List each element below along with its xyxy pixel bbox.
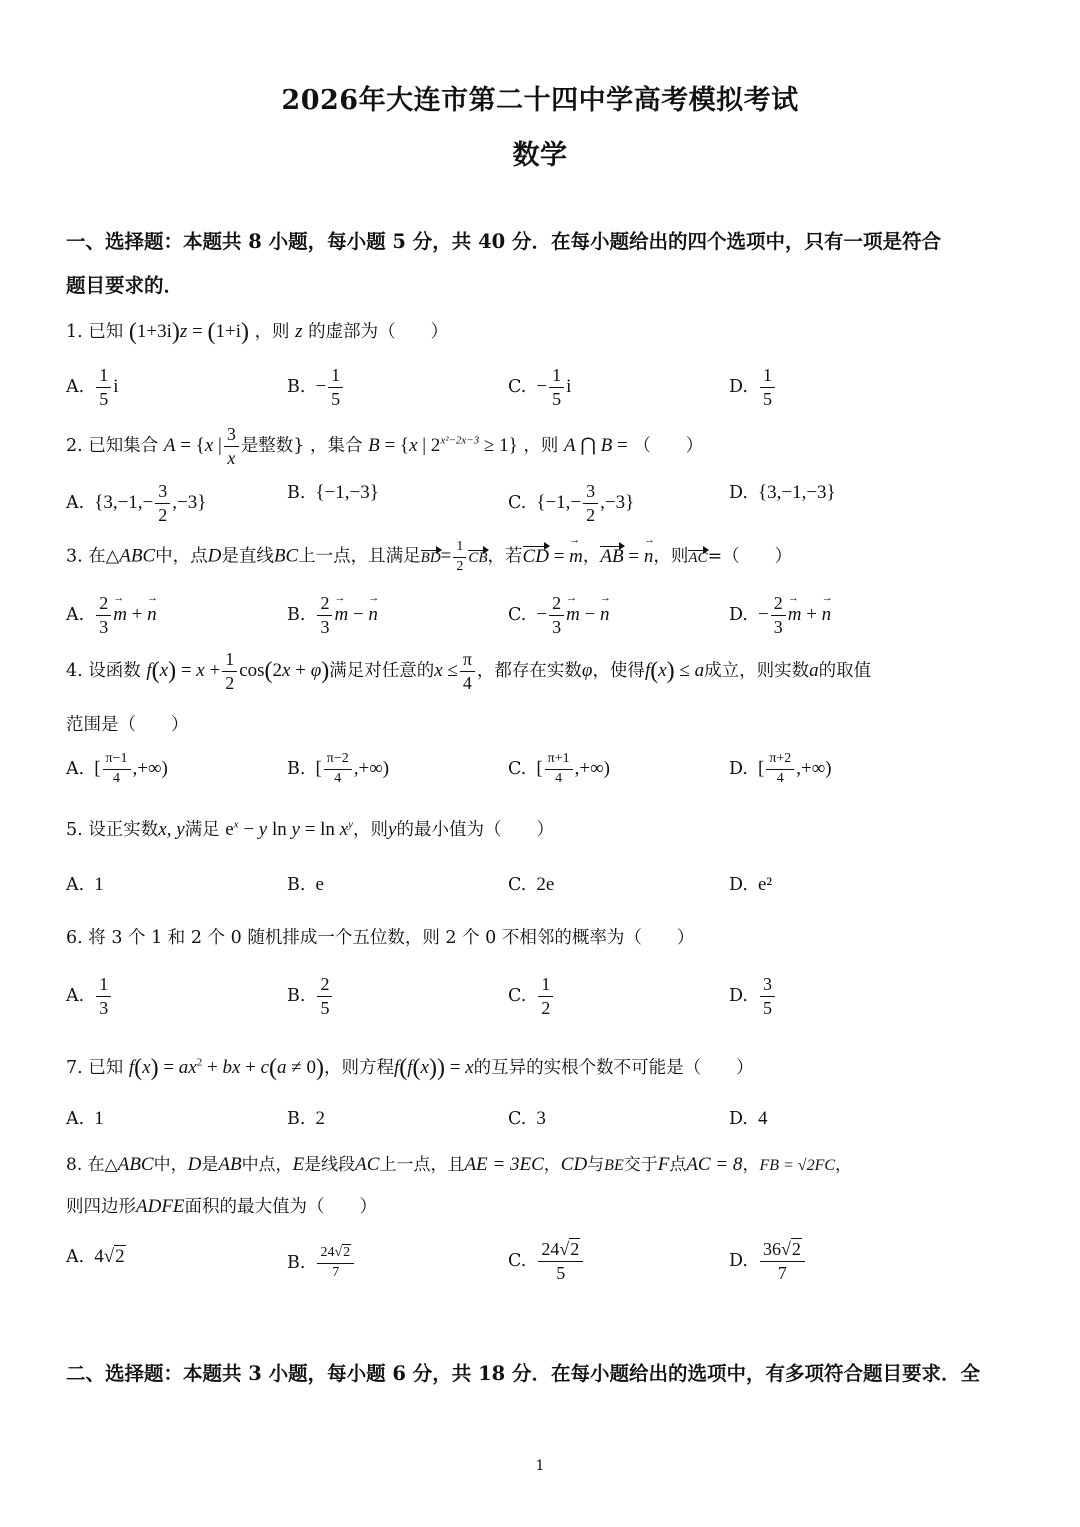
q8-text-5: 是线段 — [304, 1155, 356, 1175]
q1-mid: ，则 — [254, 322, 290, 342]
q8-segment-ab: AB — [218, 1154, 242, 1175]
q8-line2-b: 面积的最大值为（ ） — [184, 1197, 378, 1217]
q3-option-a[interactable]: A. $\frac{2}{3}$ → m + → n — [66, 594, 157, 637]
q8-text-4: 中点， — [241, 1155, 293, 1175]
q4-half: $\frac{1}{2}$ — [222, 650, 237, 693]
q3-eq: = — [440, 545, 452, 567]
subject-title: 数学 — [512, 140, 568, 171]
q6-option-c-label: C. — [508, 986, 527, 1007]
q3-option-d[interactable]: D. − $\frac{2}{3}$ → m + → n — [729, 594, 831, 637]
q1-option-c[interactable]: C. − $\frac{1}{5}$ i — [508, 365, 572, 409]
q1-option-d[interactable] — [729, 366, 777, 409]
q5-vars: x, y — [158, 819, 185, 840]
q8-text-10: 点 — [669, 1155, 687, 1175]
q3-eq-m: = → m — [549, 546, 583, 567]
q4-text-3: ，都存在实数 — [476, 660, 582, 681]
q2-option-d[interactable] — [729, 482, 836, 504]
q5-number: 5. — [66, 820, 83, 840]
question-2 — [66, 425, 1026, 468]
q5-equation: $e^x - y$ $\ln y = \ln x^y$ — [225, 818, 354, 840]
q4-option-a-label: A. — [66, 759, 85, 780]
q4-option-d-value: [ — [757, 758, 765, 780]
q5-text-1: 设正实数 — [88, 820, 159, 840]
q1-option-d-value: $\frac{1}{5}$ — [760, 366, 775, 409]
q8-option-d[interactable] — [729, 1240, 807, 1283]
question-1 — [66, 318, 1026, 346]
q3-option-c[interactable]: C. − $\frac{2}{3}$ → m − → n — [508, 594, 610, 637]
q3-text-8: =（ ） — [707, 546, 793, 567]
question-8-line-2 — [66, 1193, 1026, 1218]
q2-number: 2. — [66, 435, 83, 456]
q1-var: z — [295, 321, 303, 342]
q2-option-a-value: {3,−1,− — [94, 492, 154, 514]
q6-option-a-label: A. — [66, 986, 85, 1007]
q3-option-a-label: A. — [66, 605, 85, 626]
q3-text-4: 上一点，且满足 — [298, 546, 421, 567]
q6-option-c-value: $\frac{1}{2}$ — [538, 975, 553, 1018]
q2-option-c-value: {−1,− — [536, 492, 582, 514]
q5-option-a-value: 1 — [94, 874, 104, 895]
question-4-line-2: 范围是（ ） — [66, 715, 189, 735]
q8-option-c-label: C. — [508, 1251, 527, 1272]
q4-ineq: f(x) ≤ a — [644, 657, 705, 684]
q4-option-b[interactable]: B. [ $\frac{\pi-2}{4}$ ,+∞) — [287, 751, 390, 786]
q8-text-7: ， — [543, 1155, 561, 1175]
q5-option-a[interactable] — [66, 874, 104, 896]
q8-ac-eq: AC = 8 — [686, 1154, 743, 1175]
q2-text-c: ，则 — [523, 435, 559, 456]
question-8 — [66, 1150, 1026, 1176]
q4-option-c-value: [ — [536, 758, 543, 780]
q5-var-y: y — [388, 819, 397, 840]
q2-set-a-tail: 是整数} — [240, 435, 305, 456]
q6-option-d-label: D. — [729, 986, 748, 1007]
q3-option-b-value: $\frac{2}{3}$ — [317, 594, 332, 637]
q7-option-d[interactable] — [729, 1108, 767, 1130]
q1-expression: (1+3i)z = (1+i) — [128, 319, 249, 345]
q2-option-b[interactable] — [287, 482, 379, 504]
q4-text-1: 设函数 — [88, 660, 141, 681]
q8-segment-be: BE — [604, 1157, 624, 1174]
q3-vector-ac: AC — [688, 549, 708, 566]
q5-option-c-label: C. — [508, 875, 527, 895]
q7-text-2: ，则方程 — [323, 1058, 394, 1078]
question-6 — [66, 924, 1026, 949]
q4-text-2: 满足对任意的 — [329, 660, 435, 681]
q4-text-5: 成立，则实数 — [704, 660, 810, 681]
q1-suffix: 的虚部为（ ） — [308, 322, 449, 342]
q8-option-b-label: B. — [287, 1253, 306, 1274]
question-7 — [66, 1054, 1026, 1082]
q5-text-2: 满足 — [184, 820, 220, 840]
q8-text-2: 中， — [153, 1155, 188, 1175]
q7-function: $f(x) = ax^2$ + bx + c(a ≠ 0) — [128, 1055, 324, 1081]
q2-text-b: ，集合 — [310, 435, 363, 456]
q7-option-d-label: D. — [729, 1109, 748, 1129]
q6-option-d[interactable] — [729, 975, 777, 1018]
q2-expression: A ⋂ B = — [563, 434, 628, 456]
question-5 — [66, 816, 1026, 841]
q8-option-b[interactable] — [287, 1246, 356, 1280]
q1-number: 1. — [66, 322, 83, 342]
q6-option-b[interactable] — [287, 975, 334, 1018]
q2-set-b: B = {x | $2^{x^2-2x-3} \ge 1$} — [368, 434, 518, 456]
q6-option-a-value: $\frac{1}{3}$ — [96, 975, 111, 1018]
q6-option-d-value: $\frac{3}{5}$ — [760, 975, 775, 1018]
q5-option-b-value: e — [315, 874, 324, 895]
q8-point-f: F — [657, 1154, 670, 1175]
q4-option-d[interactable]: D. [ $\frac{\pi+2}{4}$ ,+∞) — [729, 751, 832, 786]
q5-text-4: 的最小值为（ ） — [396, 820, 554, 840]
q8-option-d-value: $\frac{36√2}{7}$ — [760, 1240, 805, 1283]
q8-option-d-label: D. — [729, 1251, 748, 1272]
q7-option-a-label: A. — [66, 1109, 85, 1129]
q4-option-a[interactable]: A. [ $\frac{\pi-1}{4}$ ,+∞) — [66, 751, 168, 786]
q7-option-c-value: 3 — [536, 1108, 546, 1129]
q6-text: 将 3 个 1 和 2 个 0 随机排成一个五位数，则 2 个 0 不相邻的概率为（ ） — [88, 928, 695, 948]
q4-text-4: ，使得 — [592, 660, 645, 681]
q7-number: 7. — [66, 1058, 83, 1078]
q8-segment-cd: CD — [560, 1154, 588, 1175]
exam-title: 2026年大连市第二十四中学高考模拟考试 — [281, 85, 799, 116]
q7-option-d-value: 4 — [757, 1108, 768, 1129]
section-1-line-1: 一、选择题：本题共 8 小题，每小题 5 分，共 40 分．在每小题给出的四个选项中，只有一项是符合 — [66, 230, 942, 253]
q8-fb-eq: FB = √2FC — [759, 1157, 836, 1174]
q3-text-1: 在△ — [88, 546, 120, 567]
q4-cos: cos(2x + φ) — [239, 657, 330, 684]
q8-line2-a: 则四边形 — [66, 1197, 136, 1217]
q7-text-3: 的互异的实根个数不可能是（ ） — [473, 1058, 754, 1078]
q4-option-c-label: C. — [508, 759, 527, 780]
q8-option-a-value: 4√2 — [94, 1246, 125, 1267]
q4-option-d-label: D. — [729, 759, 748, 780]
q2-paren: （ ） — [633, 435, 704, 456]
q3-option-b[interactable]: B. $\frac{2}{3}$ → m − → n — [287, 594, 378, 637]
q8-option-c[interactable] — [508, 1240, 585, 1283]
q3-option-c-value: − — [536, 604, 548, 626]
q8-text-6: 上一点，且 — [379, 1155, 465, 1175]
q8-text-3: 是 — [201, 1155, 219, 1175]
page-number: 1 — [535, 1458, 545, 1474]
q5-option-c-value: 2e — [536, 874, 555, 895]
q3-vector-ab: AB — [600, 545, 624, 567]
q8-point-d: D — [187, 1154, 202, 1175]
q2-option-a-label: A. — [66, 493, 85, 514]
q7-option-c-label: C. — [508, 1109, 527, 1129]
q6-option-b-value: $\frac{2}{5}$ — [317, 975, 332, 1018]
q7-option-a-value: 1 — [94, 1108, 104, 1129]
q6-option-b-label: B. — [287, 986, 306, 1007]
q8-option-b-value: $\frac{24√2}{7}$ — [317, 1246, 354, 1280]
section-1-line-2: 题目要求的． — [66, 274, 184, 297]
section-2-heading: 二、选择题：本题共 3 小题，每小题 6 分，共 18 分．在每小题给出的选项中，有多项符合题目要求．全 — [66, 1362, 981, 1385]
q2-set-a-fraction: $\frac{3}{x}$ — [224, 425, 239, 468]
q2-option-c-label: C. — [508, 493, 527, 514]
q8-quad: ADFE — [136, 1196, 185, 1217]
q7-option-c[interactable] — [508, 1108, 546, 1130]
q7-option-b-value: 2 — [315, 1108, 325, 1129]
q1-option-c-label: C. — [508, 377, 527, 398]
q5-option-b-label: B. — [287, 875, 306, 895]
q8-text-12: ， — [835, 1155, 853, 1175]
q2-option-d-label: D. — [729, 483, 748, 503]
q5-option-d-value: e² — [757, 874, 773, 895]
q3-triangle: ABC — [119, 545, 156, 567]
q2-option-b-label: B. — [287, 483, 306, 503]
q4-option-b-label: B. — [287, 759, 306, 780]
q6-option-c[interactable] — [508, 975, 555, 1018]
q7-option-b[interactable] — [287, 1108, 325, 1130]
q1-option-a[interactable]: A. $\frac{1}{5}$ i — [66, 365, 119, 409]
q8-ae-eq: AE = 3EC — [464, 1154, 544, 1175]
q3-vector-bd: BD — [420, 549, 441, 566]
q1-option-a-value: $\frac{1}{5}$ — [96, 366, 111, 409]
q4-text-6: 的取值 — [818, 660, 872, 681]
q8-point-e: E — [292, 1154, 305, 1175]
q5-option-d-label: D. — [729, 875, 748, 895]
q3-vector-cd: CD — [522, 545, 549, 567]
q4-number: 4. — [66, 660, 83, 681]
q1-option-b[interactable]: B. − $\frac{1}{5}$ — [287, 366, 345, 409]
q4-function: f(x) = x + — [146, 657, 221, 684]
q2-text-a: 已知集合 — [88, 435, 159, 456]
q8-text-11: ， — [742, 1155, 760, 1175]
q3-text-7: ，则 — [653, 546, 689, 567]
q2-option-b-value: {−1,−3} — [315, 482, 379, 503]
q6-number: 6. — [66, 928, 83, 948]
q2-option-a[interactable]: A. {3,−1,− $\frac{3}{2}$ ,−3} — [66, 481, 207, 525]
q7-option-a[interactable] — [66, 1108, 104, 1130]
q7-option-b-label: B. — [287, 1109, 306, 1129]
question-4 — [66, 650, 1026, 693]
q2-option-d-value: {3,−1,−3} — [757, 482, 836, 503]
q2-set-a: A = {x | — [163, 434, 222, 456]
q8-segment-ac: AC — [355, 1154, 380, 1175]
q8-option-c-value: $\frac{24√2}{5}$ — [538, 1240, 583, 1283]
q3-point-d: D — [207, 545, 222, 567]
q1-option-b-label: B. — [287, 377, 306, 398]
q5-text-3: ，则 — [353, 820, 389, 840]
q1-option-b-value: − — [315, 376, 327, 398]
q8-option-a-label: A. — [66, 1247, 85, 1267]
q3-line-bc: BC — [273, 545, 299, 567]
q5-option-c[interactable] — [508, 874, 554, 896]
q6-option-a[interactable] — [66, 975, 113, 1018]
question-3 — [66, 540, 1026, 574]
q5-option-a-label: A. — [66, 875, 85, 895]
q7-equation: f(f(x)) = x — [393, 1055, 474, 1081]
q3-option-d-value: − — [757, 604, 769, 626]
q7-text-1: 已知 — [88, 1058, 124, 1078]
q4-phi: φ — [581, 659, 593, 681]
q1-option-a-label: A. — [66, 377, 85, 398]
q5-option-d[interactable] — [729, 874, 772, 896]
q4-pi-over-4: $\frac{\pi}{4}$ — [460, 650, 475, 693]
q4-var-a: a — [809, 659, 819, 681]
q4-option-c[interactable]: C. [ $\frac{\pi+1}{4}$ ,+∞) — [508, 751, 610, 786]
q5-option-b[interactable] — [287, 874, 324, 896]
section-1-heading — [66, 220, 1026, 308]
q3-half: $\frac{1}{2}$ — [453, 540, 466, 574]
q3-option-d-label: D. — [729, 605, 748, 626]
q3-option-b-label: B. — [287, 605, 306, 626]
q2-option-c[interactable]: C. {−1,− $\frac{3}{2}$ ,−3} — [508, 481, 635, 525]
q8-text-9: 交于 — [623, 1155, 658, 1175]
q8-text-8: 与 — [587, 1155, 605, 1175]
q3-text-5: ，若 — [487, 546, 523, 567]
q3-text-2: 中，点 — [155, 546, 208, 567]
q3-vector-cb: CB — [468, 549, 488, 566]
q1-option-c-value: − — [536, 376, 548, 398]
q3-number: 3. — [66, 546, 83, 567]
q8-number: 8. — [66, 1155, 83, 1175]
q8-triangle: ABC — [117, 1154, 154, 1175]
q3-text-6: ， — [582, 546, 601, 567]
q3-eq-n: = → n — [624, 546, 654, 567]
q4-cond: x ≤ — [434, 659, 458, 681]
q3-text-3: 是直线 — [221, 546, 274, 567]
q3-option-a-value: $\frac{2}{3}$ — [96, 594, 111, 637]
q1-option-d-label: D. — [729, 377, 748, 398]
q8-option-a[interactable] — [66, 1246, 126, 1268]
q4-option-a-value: [ — [94, 758, 101, 780]
q8-text-1: 在△ — [87, 1155, 118, 1175]
q1-prefix: 已知 — [88, 322, 124, 342]
q3-option-c-label: C. — [508, 605, 527, 626]
q4-option-b-value: [ — [315, 758, 322, 780]
